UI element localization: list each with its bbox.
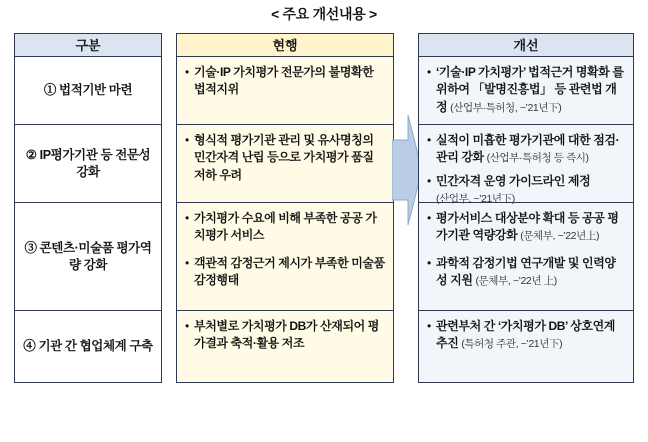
table-row bbox=[418, 125, 634, 206]
list-item-main: 과학적 감정기법 연구개발 및 인력양성 지원 bbox=[436, 255, 616, 288]
table-row bbox=[176, 311, 394, 383]
list-item-note: (문체부, ~’22년 上) bbox=[475, 275, 557, 288]
bullet-icon: • bbox=[427, 65, 431, 79]
list-item-main: 민간자격 운영 가이드라인 제정 bbox=[436, 173, 591, 188]
category-label: ④ 기관 간 협업체계 구축 bbox=[23, 339, 153, 354]
table-row bbox=[418, 311, 634, 383]
bullet-icon: • bbox=[185, 319, 189, 333]
list-item-note: (산업부·특허청 등 즉시) bbox=[486, 152, 589, 165]
list-item-text: 형식적 평가기관 관리 및 유사명칭의 민간자격 난립 등으로 가치평가 품질 저하 우려 bbox=[194, 133, 374, 182]
list-item-text bbox=[436, 64, 625, 116]
table-row bbox=[176, 125, 394, 203]
bullet-icon: • bbox=[427, 133, 431, 147]
list-item-text: 객관적 감정근거 제시가 부족한 미술품 감정행태 bbox=[194, 255, 385, 288]
list-item bbox=[427, 255, 625, 290]
list-item bbox=[427, 210, 625, 245]
table-row bbox=[14, 203, 162, 311]
bullet-icon: • bbox=[185, 255, 189, 270]
category-label: ① 법적기반 마련 bbox=[43, 83, 133, 98]
list-item bbox=[185, 132, 385, 184]
list-item bbox=[427, 132, 625, 167]
list-item-text bbox=[436, 318, 625, 353]
column-header-current: 현행 bbox=[176, 33, 394, 57]
list-item-note: (산업부·특허청, ~’21년下) bbox=[450, 101, 562, 114]
table-row bbox=[418, 203, 634, 311]
category-label: ③ 콘텐츠·미술품 평가역량 강화 bbox=[24, 240, 152, 272]
list-item-text bbox=[436, 255, 625, 290]
list-item bbox=[427, 64, 625, 116]
list-item-text: 가치평가 수요에 비해 부족한 공공 가치평가 서비스 bbox=[194, 211, 377, 243]
list-item-text: 부처별로 가치평가 DB가 산재되어 평가결과 축적·활용 저조 bbox=[194, 319, 379, 351]
table-row bbox=[14, 125, 162, 203]
column-current bbox=[176, 33, 394, 383]
column-category bbox=[14, 33, 162, 383]
page-title: < 주요 개선내용 > bbox=[271, 6, 377, 22]
list-item-note: (문체부, ~’22년上) bbox=[520, 230, 600, 243]
list-item bbox=[185, 210, 385, 245]
bullet-icon: • bbox=[185, 211, 189, 225]
list-item-text bbox=[436, 173, 625, 208]
category-label: ② IP평가기관 등 전문성 강화 bbox=[25, 147, 151, 179]
list-item-main: 실적이 미흡한 평가기관에 대한 점검·관리 강화 bbox=[436, 133, 620, 165]
list-item-main-2: 를 위하여 「발명진흥법」 등 관련법 개정 bbox=[436, 65, 624, 114]
list-item-text bbox=[436, 210, 625, 245]
table-row bbox=[14, 57, 162, 125]
list-item-main: 관련부처 간 ‘가치평가 DB’ 상호연계 추진 bbox=[436, 319, 615, 351]
bullet-icon: • bbox=[427, 255, 431, 270]
list-item-text bbox=[436, 132, 625, 167]
list-item bbox=[185, 64, 385, 99]
bullet-icon: • bbox=[427, 211, 431, 225]
table-row bbox=[14, 311, 162, 383]
list-item-main: 평가서비스 대상분야 확대 등 공공 평가기관 역량강화 bbox=[436, 211, 619, 243]
list-item bbox=[185, 255, 385, 290]
table-row bbox=[418, 57, 634, 125]
bullet-icon: • bbox=[427, 319, 431, 333]
column-improved bbox=[418, 33, 634, 383]
table-row bbox=[176, 203, 394, 311]
list-item-note: (특허청 주관, ~’21년下) bbox=[461, 338, 563, 351]
bullet-icon: • bbox=[185, 65, 189, 79]
bullet-icon: • bbox=[427, 173, 431, 188]
bullet-icon: • bbox=[185, 133, 189, 147]
list-item-main: ‘기술·IP 가치평가’ 법적근거 명확화 bbox=[436, 65, 610, 79]
column-header-category: 구분 bbox=[14, 33, 162, 57]
column-header-improved: 개선 bbox=[418, 33, 634, 57]
list-item-text: 기술·IP 가치평가 전문가의 불명확한 법적지위 bbox=[194, 65, 374, 97]
list-item bbox=[185, 318, 385, 353]
list-item bbox=[427, 173, 625, 208]
table-row bbox=[176, 57, 394, 125]
list-item-note: (산업부, ~’21년下) bbox=[436, 193, 515, 206]
list-item bbox=[427, 318, 625, 353]
